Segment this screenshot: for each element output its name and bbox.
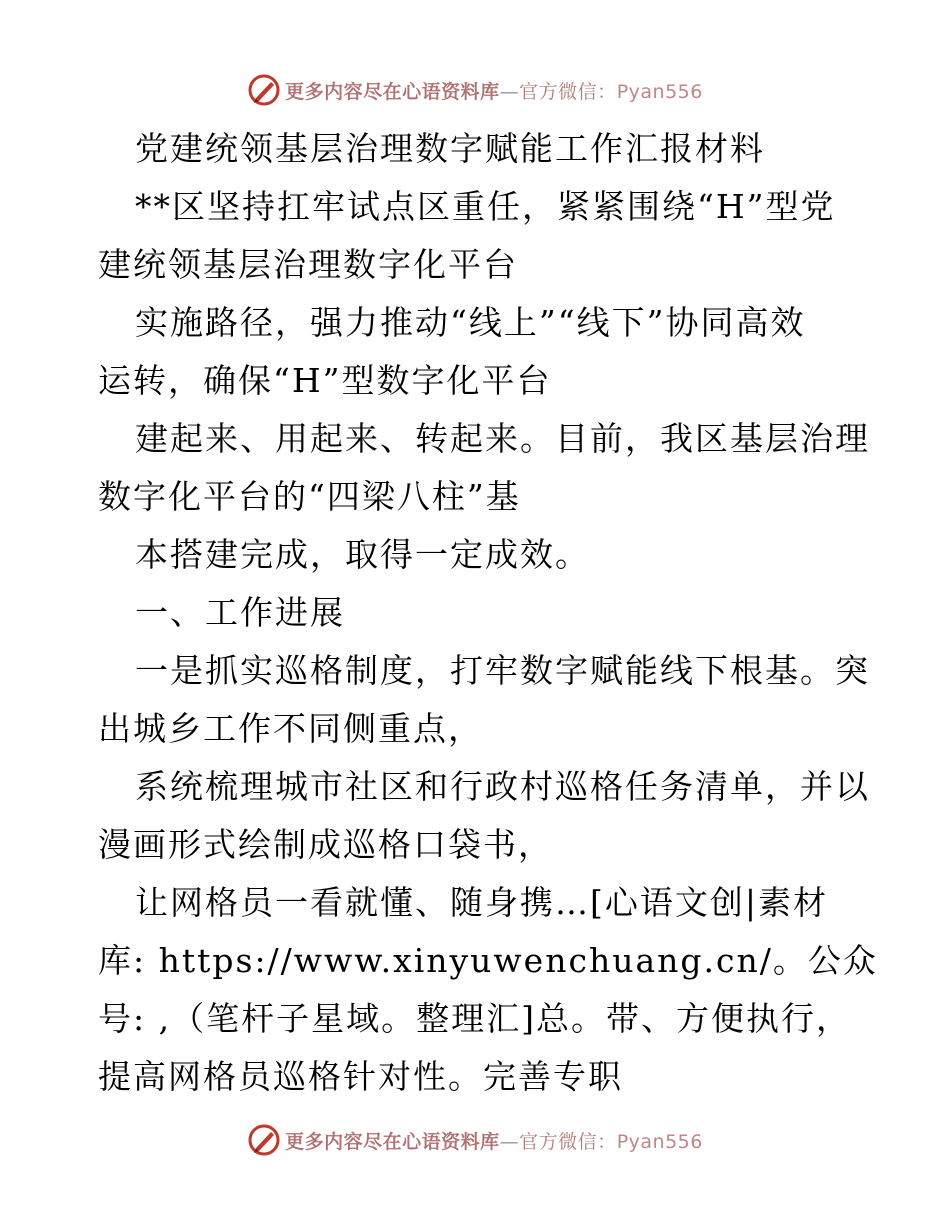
paragraph-line: 建起来、用起来、转起来。目前，我区基层治理	[135, 419, 870, 458]
paragraph-line: 出城乡工作不同侧重点，	[98, 709, 483, 748]
footer-banner-label: 官方微信：	[519, 1130, 617, 1153]
document-title: 党建统领基层治理数字赋能工作汇报材料	[135, 129, 765, 168]
paragraph-line: **区坚持扛牢试点区重任，紧紧围绕“H”型党	[135, 187, 836, 226]
paragraph-line: 建统领基层治理数字化平台	[98, 245, 518, 284]
header-banner-main: 更多内容尽在心语资料库	[285, 80, 500, 103]
header-banner-id: Pyan556	[616, 80, 703, 103]
document-body	[98, 120, 878, 1106]
paragraph-line: 运转，确保“H”型数字化平台	[98, 361, 552, 400]
footer-banner-main: 更多内容尽在心语资料库	[285, 1130, 500, 1153]
pen-logo-icon	[247, 1123, 281, 1157]
paragraph-line: 一是抓实巡格制度，打牢数字赋能线下根基。突	[135, 651, 870, 690]
header-banner	[0, 70, 950, 110]
paragraph-line: 实施路径，强力推动“线上”“线下”协同高效	[135, 303, 806, 342]
paragraph-line: 本搭建完成，取得一定成效。	[135, 535, 590, 574]
paragraph-line: 漫画形式绘制成巡格口袋书，	[98, 825, 553, 864]
paragraph-line: 号: ,（笔杆子星域。整理汇]总。带、方便执行，	[98, 999, 851, 1038]
section-heading: 一、工作进展	[135, 593, 345, 632]
paragraph-line: 数字化平台的“四梁八柱”基	[98, 477, 521, 516]
paragraph-line: 库: https://www.xinyuwenchuang.cn/。公众	[98, 941, 878, 980]
paragraph-line: 系统梳理城市社区和行政村巡格任务清单，并以	[135, 767, 870, 806]
paragraph-line: 提高网格员巡格针对性。完善专职	[98, 1057, 623, 1096]
footer-banner-text	[285, 1127, 703, 1154]
pen-logo-icon	[247, 73, 281, 107]
header-banner-sep: —	[499, 80, 520, 103]
paragraph-line: 让网格员一看就懂、随身携…[心语文创|素材	[135, 883, 828, 922]
footer-banner-sep: —	[499, 1130, 520, 1153]
footer-banner	[0, 1120, 950, 1160]
footer-banner-id: Pyan556	[616, 1130, 703, 1153]
header-banner-label: 官方微信：	[519, 80, 617, 103]
header-banner-text	[285, 77, 703, 104]
